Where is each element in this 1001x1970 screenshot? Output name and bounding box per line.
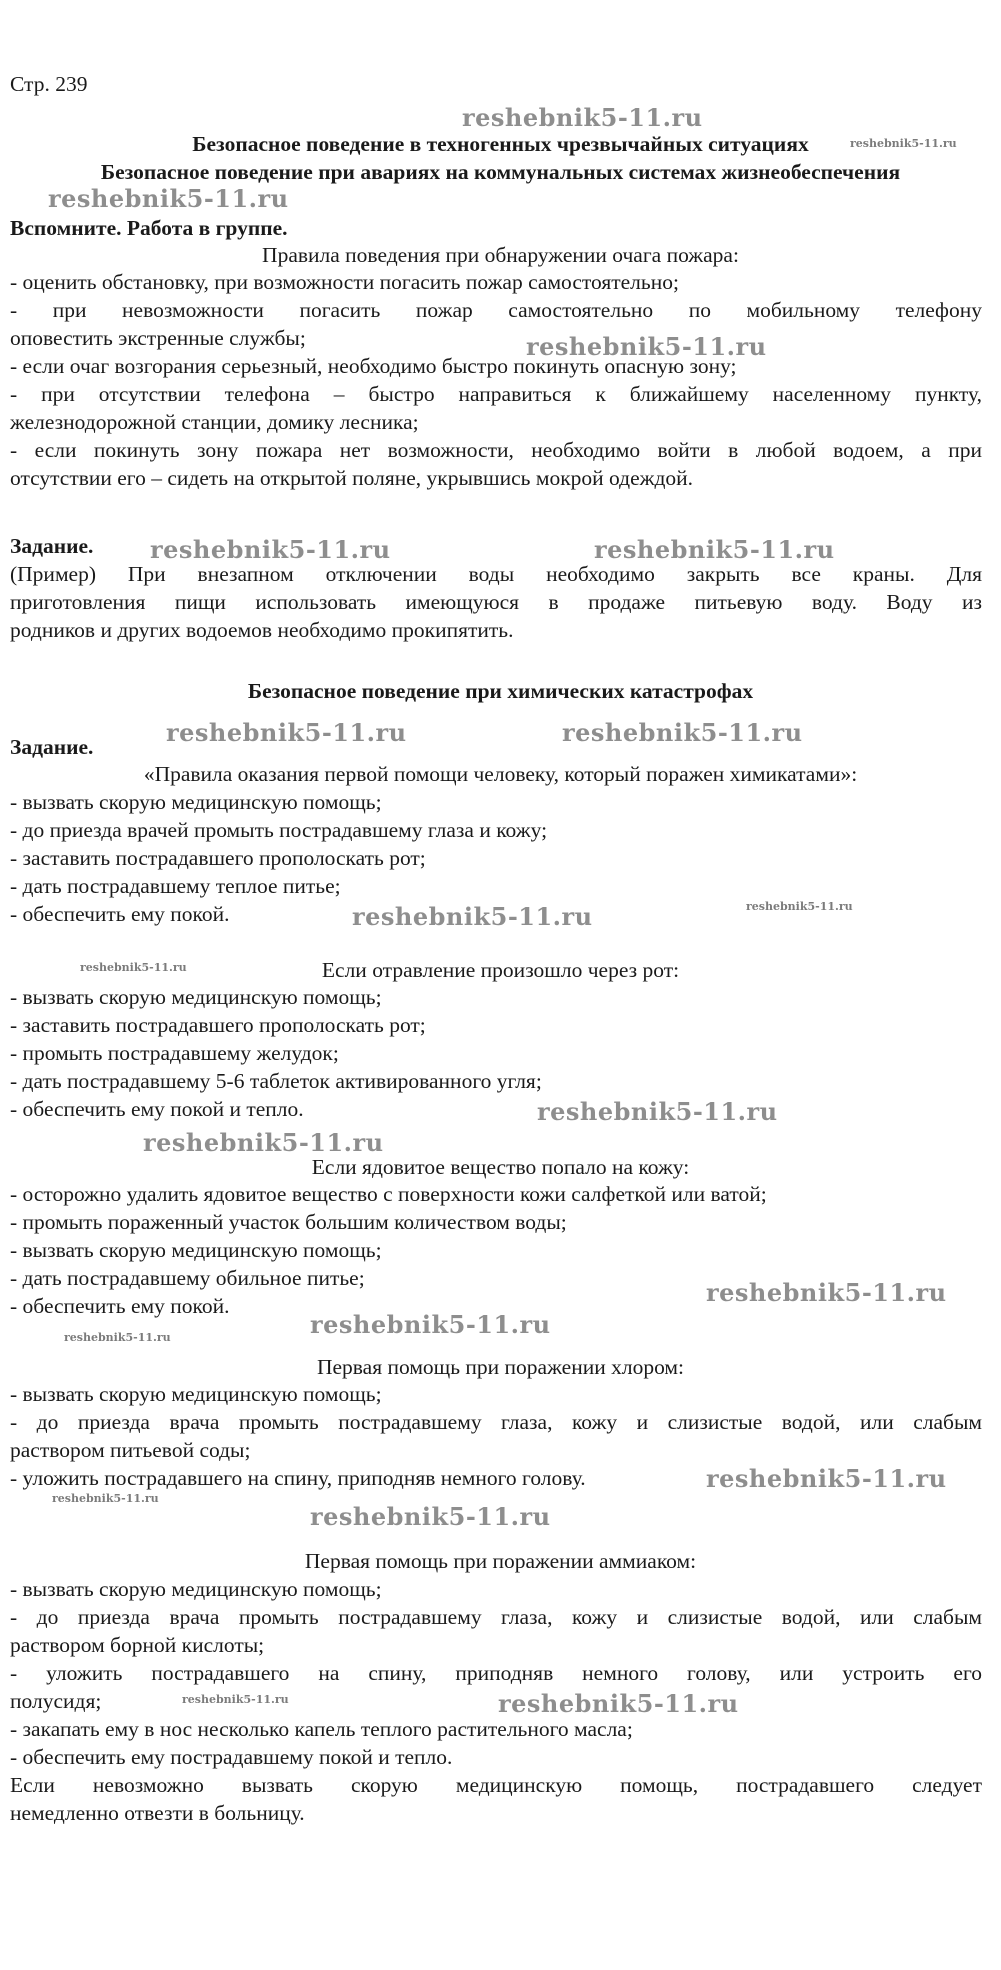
fire-rule-line: - при отсутствии телефона – быстро направиться к ближайшему населенному пункту, (10, 382, 982, 406)
watermark: reshebnik5-11.ru (182, 1693, 289, 1706)
ammonia-rule-line: - вызвать скорую медицинскую помощь; (10, 1577, 382, 1601)
ammonia-rule-line: - обеспечить ему пострадавшему покой и тепло. (10, 1745, 453, 1769)
mouth-rule-line: - дать пострадавшему 5-6 таблеток активированного угля; (10, 1069, 542, 1093)
chemical-section-heading: Безопасное поведение при химических катастрофах (247, 679, 754, 703)
task-water-line: родников и других водоемов необходимо прокипятить. (10, 618, 514, 642)
fire-rule-line: - если очаг возгорания серьезный, необходимо быстро покинуть опасную зону; (10, 354, 737, 378)
fire-rule-line: оповестить экстренные службы; (10, 326, 306, 350)
page-number: Стр. 239 (10, 72, 88, 96)
watermark: reshebnik5-11.ru (462, 103, 703, 132)
watermark: reshebnik5-11.ru (143, 1128, 384, 1157)
chlorine-rule-line: - до приезда врача промыть пострадавшему глаза, кожу и слизистые водой, или слабым (10, 1410, 982, 1434)
ammonia-rule-line: - уложить пострадавшего на спину, приподняв немного голову, или устроить его (10, 1661, 982, 1685)
watermark: reshebnik5-11.ru (537, 1097, 778, 1126)
mouth-rule-line: - промыть пострадавшему желудок; (10, 1041, 339, 1065)
fire-rule-line: железнодорожной станции, домику лесника; (10, 410, 419, 434)
watermark: reshebnik5-11.ru (150, 535, 391, 564)
watermark: reshebnik5-11.ru (594, 535, 835, 564)
title-technogenic: Безопасное поведение в техногенных чрезвычайных ситуациях (192, 132, 809, 156)
watermark: reshebnik5-11.ru (80, 961, 187, 974)
remember-group-work: Вспомните. Работа в группе. (10, 216, 288, 240)
watermark: reshebnik5-11.ru (52, 1492, 159, 1505)
mouth-rule-line: - заставить пострадавшего прополоскать рот; (10, 1013, 426, 1037)
mouth-poisoning-heading: Если отравление произошло через рот: (321, 958, 680, 982)
fire-rule-line: - оценить обстановку, при возможности погасить пожар самостоятельно; (10, 270, 679, 294)
skin-rule-line: - вызвать скорую медицинскую помощь; (10, 1238, 382, 1262)
skin-rule-line: - осторожно удалить ядовитое вещество с поверхности кожи салфеткой или ватой; (10, 1182, 767, 1206)
watermark: reshebnik5-11.ru (706, 1278, 947, 1307)
chemical-rule-line: - до приезда врачей промыть пострадавшему глаза и кожу; (10, 818, 548, 842)
watermark: reshebnik5-11.ru (310, 1310, 551, 1339)
ammonia-rule-line: Если невозможно вызвать скорую медицинскую помощь, пострадавшего следует (10, 1773, 982, 1797)
chemical-rule-line: - дать пострадавшему теплое питье; (10, 874, 341, 898)
watermark: reshebnik5-11.ru (746, 900, 853, 913)
chlorine-first-aid-heading: Первая помощь при поражении хлором: (316, 1355, 685, 1379)
ammonia-first-aid-heading: Первая помощь при поражении аммиаком: (304, 1549, 697, 1573)
task-label: Задание. (10, 735, 94, 759)
watermark: reshebnik5-11.ru (526, 332, 767, 361)
task-water-line: приготовления пищи использовать имеющуюся в продаже питьевую воду. Воду из (10, 590, 982, 614)
chemical-rule-line: - заставить пострадавшего прополоскать рот; (10, 846, 426, 870)
watermark: reshebnik5-11.ru (64, 1331, 171, 1344)
ammonia-rule-line: полусидя; (10, 1689, 102, 1713)
skin-contact-heading: Если ядовитое вещество попало на кожу: (311, 1155, 690, 1179)
fire-rule-line: - при невозможности погасить пожар самостоятельно по мобильному телефону (10, 298, 982, 322)
ammonia-rule-line: - закапать ему в нос несколько капель теплого растительного масла; (10, 1717, 633, 1741)
task-label: Задание. (10, 534, 94, 558)
watermark: reshebnik5-11.ru (562, 718, 803, 747)
chlorine-rule-line: - вызвать скорую медицинскую помощь; (10, 1382, 382, 1406)
skin-rule-line: - промыть пораженный участок большим количеством воды; (10, 1210, 567, 1234)
chemical-rule-line: - обеспечить ему покой. (10, 902, 230, 926)
watermark: reshebnik5-11.ru (850, 137, 957, 150)
task-water-line: (Пример) При внезапном отключении воды необходимо закрыть все краны. Для (10, 562, 982, 586)
skin-rule-line: - дать пострадавшему обильное питье; (10, 1266, 365, 1290)
chlorine-rule-line: раствором питьевой соды; (10, 1438, 251, 1462)
fire-rule-line: отсутствии его – сидеть на открытой поляне, укрывшись мокрой одеждой. (10, 466, 694, 490)
chemical-rule-line: - вызвать скорую медицинскую помощь; (10, 790, 382, 814)
ammonia-rule-line: - до приезда врача промыть пострадавшему глаза, кожу и слизистые водой, или слабым (10, 1605, 982, 1629)
ammonia-rule-line: немедленно отвезти в больницу. (10, 1801, 305, 1825)
title-communal-accidents: Безопасное поведение при авариях на коммунальных системах жизнеобеспечения (100, 160, 901, 184)
ammonia-rule-line: раствором борной кислоты; (10, 1633, 265, 1657)
chemical-rules-title: «Правила оказания первой помощи человеку, который поражен химикатами»: (143, 762, 858, 786)
mouth-rule-line: - обеспечить ему покой и тепло. (10, 1097, 304, 1121)
watermark: reshebnik5-11.ru (352, 902, 593, 931)
watermark: reshebnik5-11.ru (166, 718, 407, 747)
watermark: reshebnik5-11.ru (498, 1689, 739, 1718)
watermark: reshebnik5-11.ru (310, 1502, 551, 1531)
skin-rule-line: - обеспечить ему покой. (10, 1294, 230, 1318)
chlorine-rule-line: - уложить пострадавшего на спину, приподняв немного голову. (10, 1466, 586, 1490)
watermark: reshebnik5-11.ru (48, 184, 289, 213)
fire-rules-heading: Правила поведения при обнаружении очага пожара: (262, 243, 739, 267)
fire-rule-line: - если покинуть зону пожара нет возможности, необходимо войти в любой водоем, а при (10, 438, 982, 462)
watermark: reshebnik5-11.ru (706, 1464, 947, 1493)
mouth-rule-line: - вызвать скорую медицинскую помощь; (10, 985, 382, 1009)
